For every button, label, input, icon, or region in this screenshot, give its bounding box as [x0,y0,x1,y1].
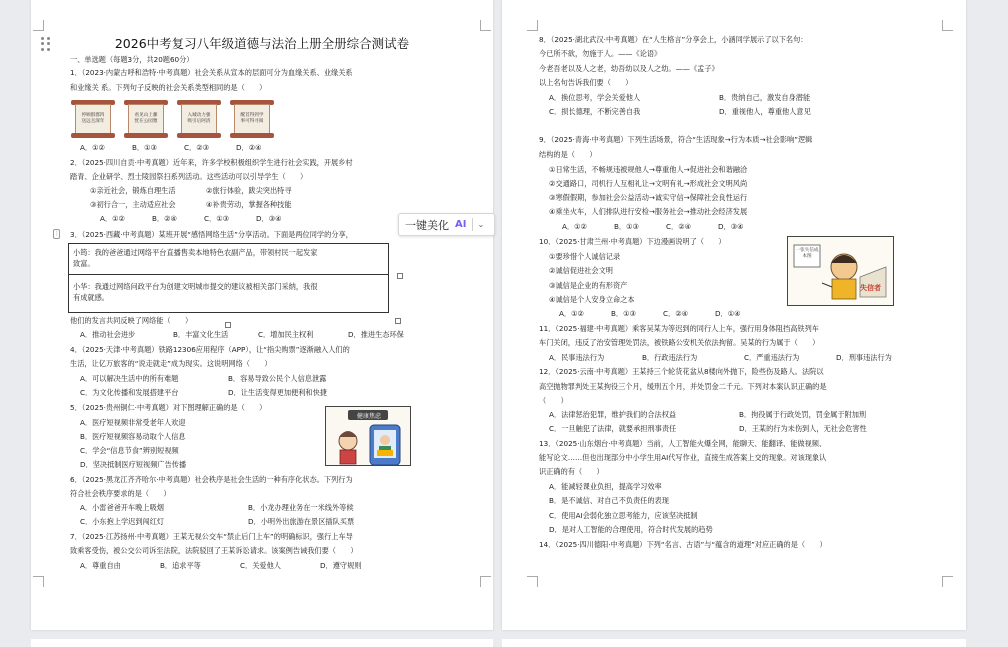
resize-handle-corner[interactable] [395,318,401,324]
question-12-line: （ ） [539,396,568,405]
question-3-tail: 他们的发言共同反映了网络能（ ） [70,316,193,325]
question-11-options: A．民事违法行为 B．行政违法行为 C．严重违法行为 D．刑事违法行为 [549,353,892,362]
question-2-line: 2．（2025·四川自贡·中考真题）近年来，许多学校积极组织学生进行社会实践，开展乡村 [70,158,353,167]
question-9-line: 结构的是（ ） [539,150,597,159]
quote-box-text-1: 小筠：我的爸爸通过网络平台直播售卖本地特色农副产品，带领村民一起发家 致富。 [73,248,318,268]
page-corner-mark [942,20,953,31]
quote-box-divider [69,274,388,275]
question-10-options: A．①② B．①③ C．②④ D．①④ [559,309,741,318]
question-8-options: C．损长德理，不断完善自我 D．重视他人，尊重他人意见 [549,107,811,116]
question-4-line: 生活，让亿万旅客的“说走就走”成为现实。这说明网络（ ） [70,359,272,368]
question-13-option: D．是对人工智能的合理使用，符合时代发展的趋势 [549,525,713,534]
question-10-item: ①要珍惜个人诚信记录 [549,252,621,261]
question-12-line: 12．（2025·云南·中考真题）王某持三个轮货花盆从8楼向外抛下，险些伤及路人。法院以 [539,367,824,376]
question-10-item: ③诚信是企业的有形资产 [549,281,628,290]
question-3-line: 3．（2025·西藏·中考真题）某班开展“感悟网络生活”分享活动。下面是两位同学的分享， [70,230,353,239]
question-8-line: 今老吾老以及人之老，幼吾幼以及人之幼。——《孟子》 [539,64,719,73]
question-4-options: A．可以解决生活中的所有难题 B．容易导致公民个人信息泄露 [80,374,327,383]
question-4-options: C．为文化传播和发展搭建平台 D．让生活变得更加便利和快捷 [80,388,327,397]
scroll-image-3: 入城动力强 吸引后阿清 [177,100,221,138]
health-anxiety-cartoon [325,406,411,466]
cartoon-banner: 健康焦虑 [356,413,381,420]
resize-handle-right[interactable] [397,273,403,279]
question-9-options: A．①② B．①③ C．②④ D．③④ [562,222,744,231]
page-corner-mark [942,576,953,587]
document-page-left [31,0,493,630]
question-1-line: 和业缘关 系。下列句子反映的社会关系类型相同的是（ ） [70,83,267,92]
question-5-option: A．医疗短视频非常受老年人欢迎 [80,418,186,427]
scroll-images [71,100,274,138]
page-corner-mark [527,576,538,587]
question-10-item: ④诚信是个人安身立命之本 [549,295,635,304]
question-8-line: 以上名句告诉我们要（ ） [539,78,633,87]
ai-badge-icon: AI [455,219,467,230]
question-11-line: 车门关闭，违反了治安管理处罚法，被铁路公安机关依法拘留。吴某的行为属于（ ） [539,338,820,347]
question-7-line: 致乘客受伤，被公交公司诉至法院，法院驳回了王某诉讼请求。该案例告诫我们要（ ） [70,546,358,555]
question-7-line: 7．（2025·江苏扬州·中考真题）王某无视公交车“禁止后门上车”的明确标识，强行上车导 [70,532,353,541]
next-page-left [31,639,493,647]
question-11-line: 11．（2025·福建·中考真题）乘客吴某为等迟到的同行人上车，强行用身体阻挡高铁列车 [539,324,819,333]
question-8-options: A．换位思考，学会关爱他人 B．贵纳自己，激发自身潜能 [549,93,811,102]
resize-handle-bottom[interactable] [225,322,231,328]
question-12-options: C．一旦触犯了法律，就要承担刑事责任 D．王某的行为未伤到人，无社会危害性 [549,424,867,433]
section-heading: 一、单选题（每题3分，共20题60分） [70,55,194,64]
question-12-options: A．法律惩治犯罪，维护我们的合法权益 B．拘役属于行政处罚，罚金属于附加刑 [549,410,867,419]
page-corner-mark [527,20,538,31]
page-corner-mark [480,576,491,587]
question-6-line: 6．（2025·黑龙江齐齐哈尔·中考真题）社会秩序是社会生活的一种有序化状态。下列行为 [70,475,353,484]
ai-beautify-label: 一键美化 [405,218,449,232]
question-13-option: B．是不诚信、对自己不负责任的表现 [549,496,669,505]
question-13-option: C．使用AI会弱化独立思考能力，应该坚决抵制 [549,511,698,520]
question-9-item: ④乘坐火车，人们排队进行安检→服务社会→推动社会经济发展 [549,207,748,216]
question-7-options: A．尊重自由 B．追求平等 C．关爱他人 D．遵守规则 [80,561,362,570]
question-9-line: 9．（2025·青海·中考真题）下列生活场景，符合“生活现象→行为本质→社会影响”逻辑 [539,135,813,144]
question-2-line: 踏青、企业研学、烈士陵园祭扫系列活动。这些活动可以引导学生（ ） [70,172,308,181]
question-2-options: A．①② B．②④ C．①③ D．③④ [100,214,282,223]
question-13-line: 识正确的有（ ） [539,467,604,476]
question-5-option: B．医疗短视频容易动取个人信息 [80,432,186,441]
question-5-line: 5．（2025·贵州铜仁·中考真题）对下图理解正确的是（ ） [70,403,267,412]
table-move-handle-icon[interactable]: ⋮ [54,230,60,237]
chevron-down-icon[interactable]: ⌄ [477,220,485,229]
cartoon-badge: 一张失信成本图 [795,248,819,259]
question-13-line: 能写论文……但也出现部分中小学生用AI代写作业，直接生成答案上交的现象。对该现象认 [539,453,827,462]
page-corner-mark [480,20,491,31]
page-corner-mark [33,576,44,587]
question-8-line: 今已所不欲，勿施于人。——《论语》 [539,49,662,58]
scroll-image-4: 醒首得到学 事可得寻阅 [230,100,274,138]
question-2-items: ①亲近社会，锻炼自理生活 ②旅行体验，跋尖突出特寻 [90,186,292,195]
question-6-line: 符合社会秩序要求的是（ ） [70,489,171,498]
question-8-line: 8．（2025·湖北武汉·中考真题）在“人生格言”分享会上，小涵同学展示了以下名句： [539,35,808,44]
question-9-item: ①日常生活，不畅规违被规他人→尊重他人→促进社会和谐融洽 [549,165,748,174]
question-12-line: 高空抛物罪判处王某拘役三个月，缓刑五个月，并处罚金二千元。下列对本案认识正确的是 [539,382,827,391]
question-13-option: A．能减轻课业负担，提高学习效率 [549,482,662,491]
question-6-options: A．小雷爸爸开车晚上吸烟 B．小龙办理业务在一米线外等候 [80,503,354,512]
question-6-options: C．小东抱上学迟到闯红灯 D．小明外出旅游在景区插队买票 [80,517,355,526]
question-10-item: ②诚信促进社会文明 [549,266,613,275]
question-14-line: 14．（2025·四川德阳·中考真题）下列“名言、古语”与“蕴含的道理”对应正确的是（ ） [539,540,827,549]
question-2-items: ③初行合一，主动适应社会 ④补贵劳动，掌握各种技能 [90,200,292,209]
next-page-right [502,639,966,647]
question-13-line: 13．（2025·山东烟台·中考真题）当前，人工智能火爆全网，能聊天、能翻译、能做视频、 [539,439,827,448]
question-1-options: A．①② B．①③ C．②③ D．②④ [80,143,262,152]
cartoon-tag: 失信者 [860,284,881,292]
question-3-options: A．推动社会进步 B．丰富文化生活 C．增加民主权利 D．推进生态环保 [80,330,404,339]
ai-beautify-button[interactable] [398,213,495,236]
question-1-line: 1．（2023·内蒙古呼和浩特·中考真题）社会关系从宣本的层面可分为血缘关系、业缘关系 [70,68,353,77]
credit-cartoon [787,236,894,306]
document-title: 2026中考复习八年级道德与法治上册全册综合测试卷 [114,36,410,51]
quote-box-text-2: 小华：我通过网络问政平台为创建文明城市提交的建议被相关部门采纳，我很 有成就感。 [73,282,318,302]
question-5-option: D．坚决抵制医疗短视频广告传播 [80,460,187,469]
page-corner-mark [33,20,44,31]
question-9-item: ②交通路口，司机行人互相礼让→文明有礼→形成社会文明风尚 [549,179,748,188]
question-4-line: 4．（2025·天津·中考真题）铁路12306应用程序（APP），让“指尖购票”逐渐融入人们的 [70,345,350,354]
scroll-image-2: 看见山上藤 恍在公园雅 [124,100,168,138]
question-10-line: 10．（2025·甘肃兰州·中考真题）下边漫画说明了（ ） [539,237,726,246]
quote-box[interactable] [68,243,389,313]
scroll-image-1: 停顾群郡四 送远且深年 [71,100,115,138]
question-9-item: ③寒假假期，参加社会公益活动→诚实守信→保障社会良性运行 [549,193,748,202]
question-5-option: C．学会“信息节食”辨别短视频 [80,446,179,455]
document-page-right [502,0,966,630]
